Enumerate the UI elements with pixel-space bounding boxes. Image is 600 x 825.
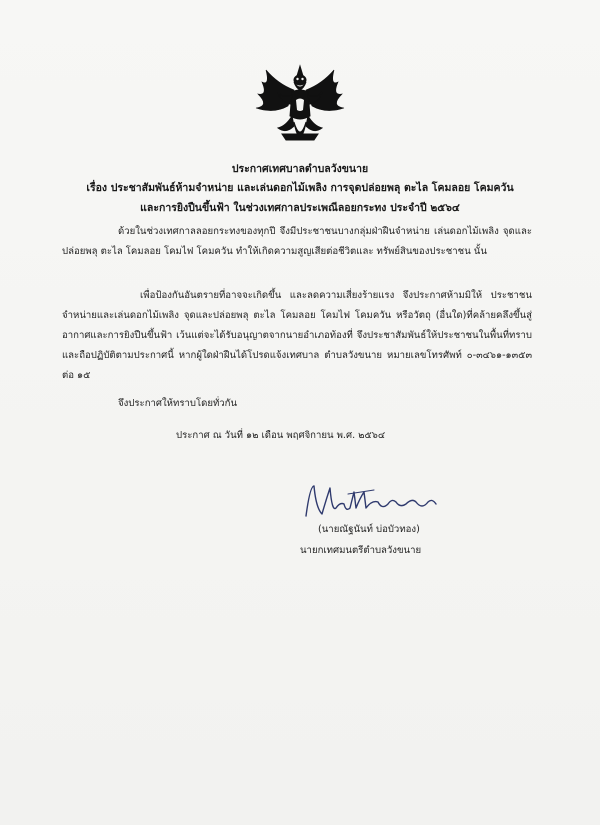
body-paragraph-2: เพื่อป้องกันอันตรายที่อาจจะเกิดขึ้น และลดความเสี่ยงร้ายแรง จึงประกาศห้ามมิให้ ประชาชนจำหน่ายและเล่นดอกไม้เพลิง จุดและปล่อยพลุ ตะไล โคมลอย โคมไฟ โคมควัน หรือวัตถุ (อื่นใด)ที่คล้ายคลึงขึ้นสู่อากาศและการยิงปืนขึ้นฟ้า เว้นแต่จะได้รับอนุญาตจากนายอำเภอท้องที่ จึงประชาสัมพันธ์ให้ประชาชนในพื้นที่ทราบและถือปฏิบัติตามประกาศนี้ หากผู้ใดฝ่าฝืนได้โปรดแจ้งเทศบาล ตำบลวังขนาย หมายเลขโทรศัพท์ ๐-๓๔๖๑-๑๓๕๓ ต่อ ๑๕ <box>62 290 532 381</box>
announcement-subject-continued: และการยิงปืนขึ้นฟ้า ในช่วงเทศกาลประเพณีลอยกระทง ประจำปี ๒๕๖๔ <box>140 202 460 214</box>
signer-name: (นายณัฐนันท์ บ่อบัวทอง) <box>318 524 420 535</box>
garuda-emblem-icon <box>248 64 352 144</box>
announcement-title: ประกาศเทศบาลตำบลวังขนาย <box>231 163 369 175</box>
announcement-subject: เรื่อง ประชาสัมพันธ์ห้ามจำหน่าย และเล่นดอกไม้เพลิง การจุดปล่อยพลุ ตะไล โคมลอย โคมควัน <box>86 182 514 194</box>
closing-statement: จึงประกาศให้ทราบโดยทั่วกัน <box>118 398 238 409</box>
announcement-date: ประกาศ ณ วันที่ ๑๒ เดือน พฤศจิกายน พ.ศ. ๒๕๖๔ <box>176 430 386 441</box>
body-paragraph-1: ด้วยในช่วงเทศกาลลอยกระทงของทุกปี จึงมีประชาชนบางกลุ่มฝ่าฝืนจำหน่าย เล่นดอกไม้เพลิง จุดและปล่อยพลุ ตะไล โคมลอย โคมไฟ โคมควัน ทำให้เกิดความสูญเสียต่อชีวิตและ ทรัพย์สินของประชาชน นั้น <box>62 226 532 257</box>
signature-icon <box>296 478 446 528</box>
signer-title: นายกเทศมนตรีตำบลวังขนาย <box>300 545 422 556</box>
